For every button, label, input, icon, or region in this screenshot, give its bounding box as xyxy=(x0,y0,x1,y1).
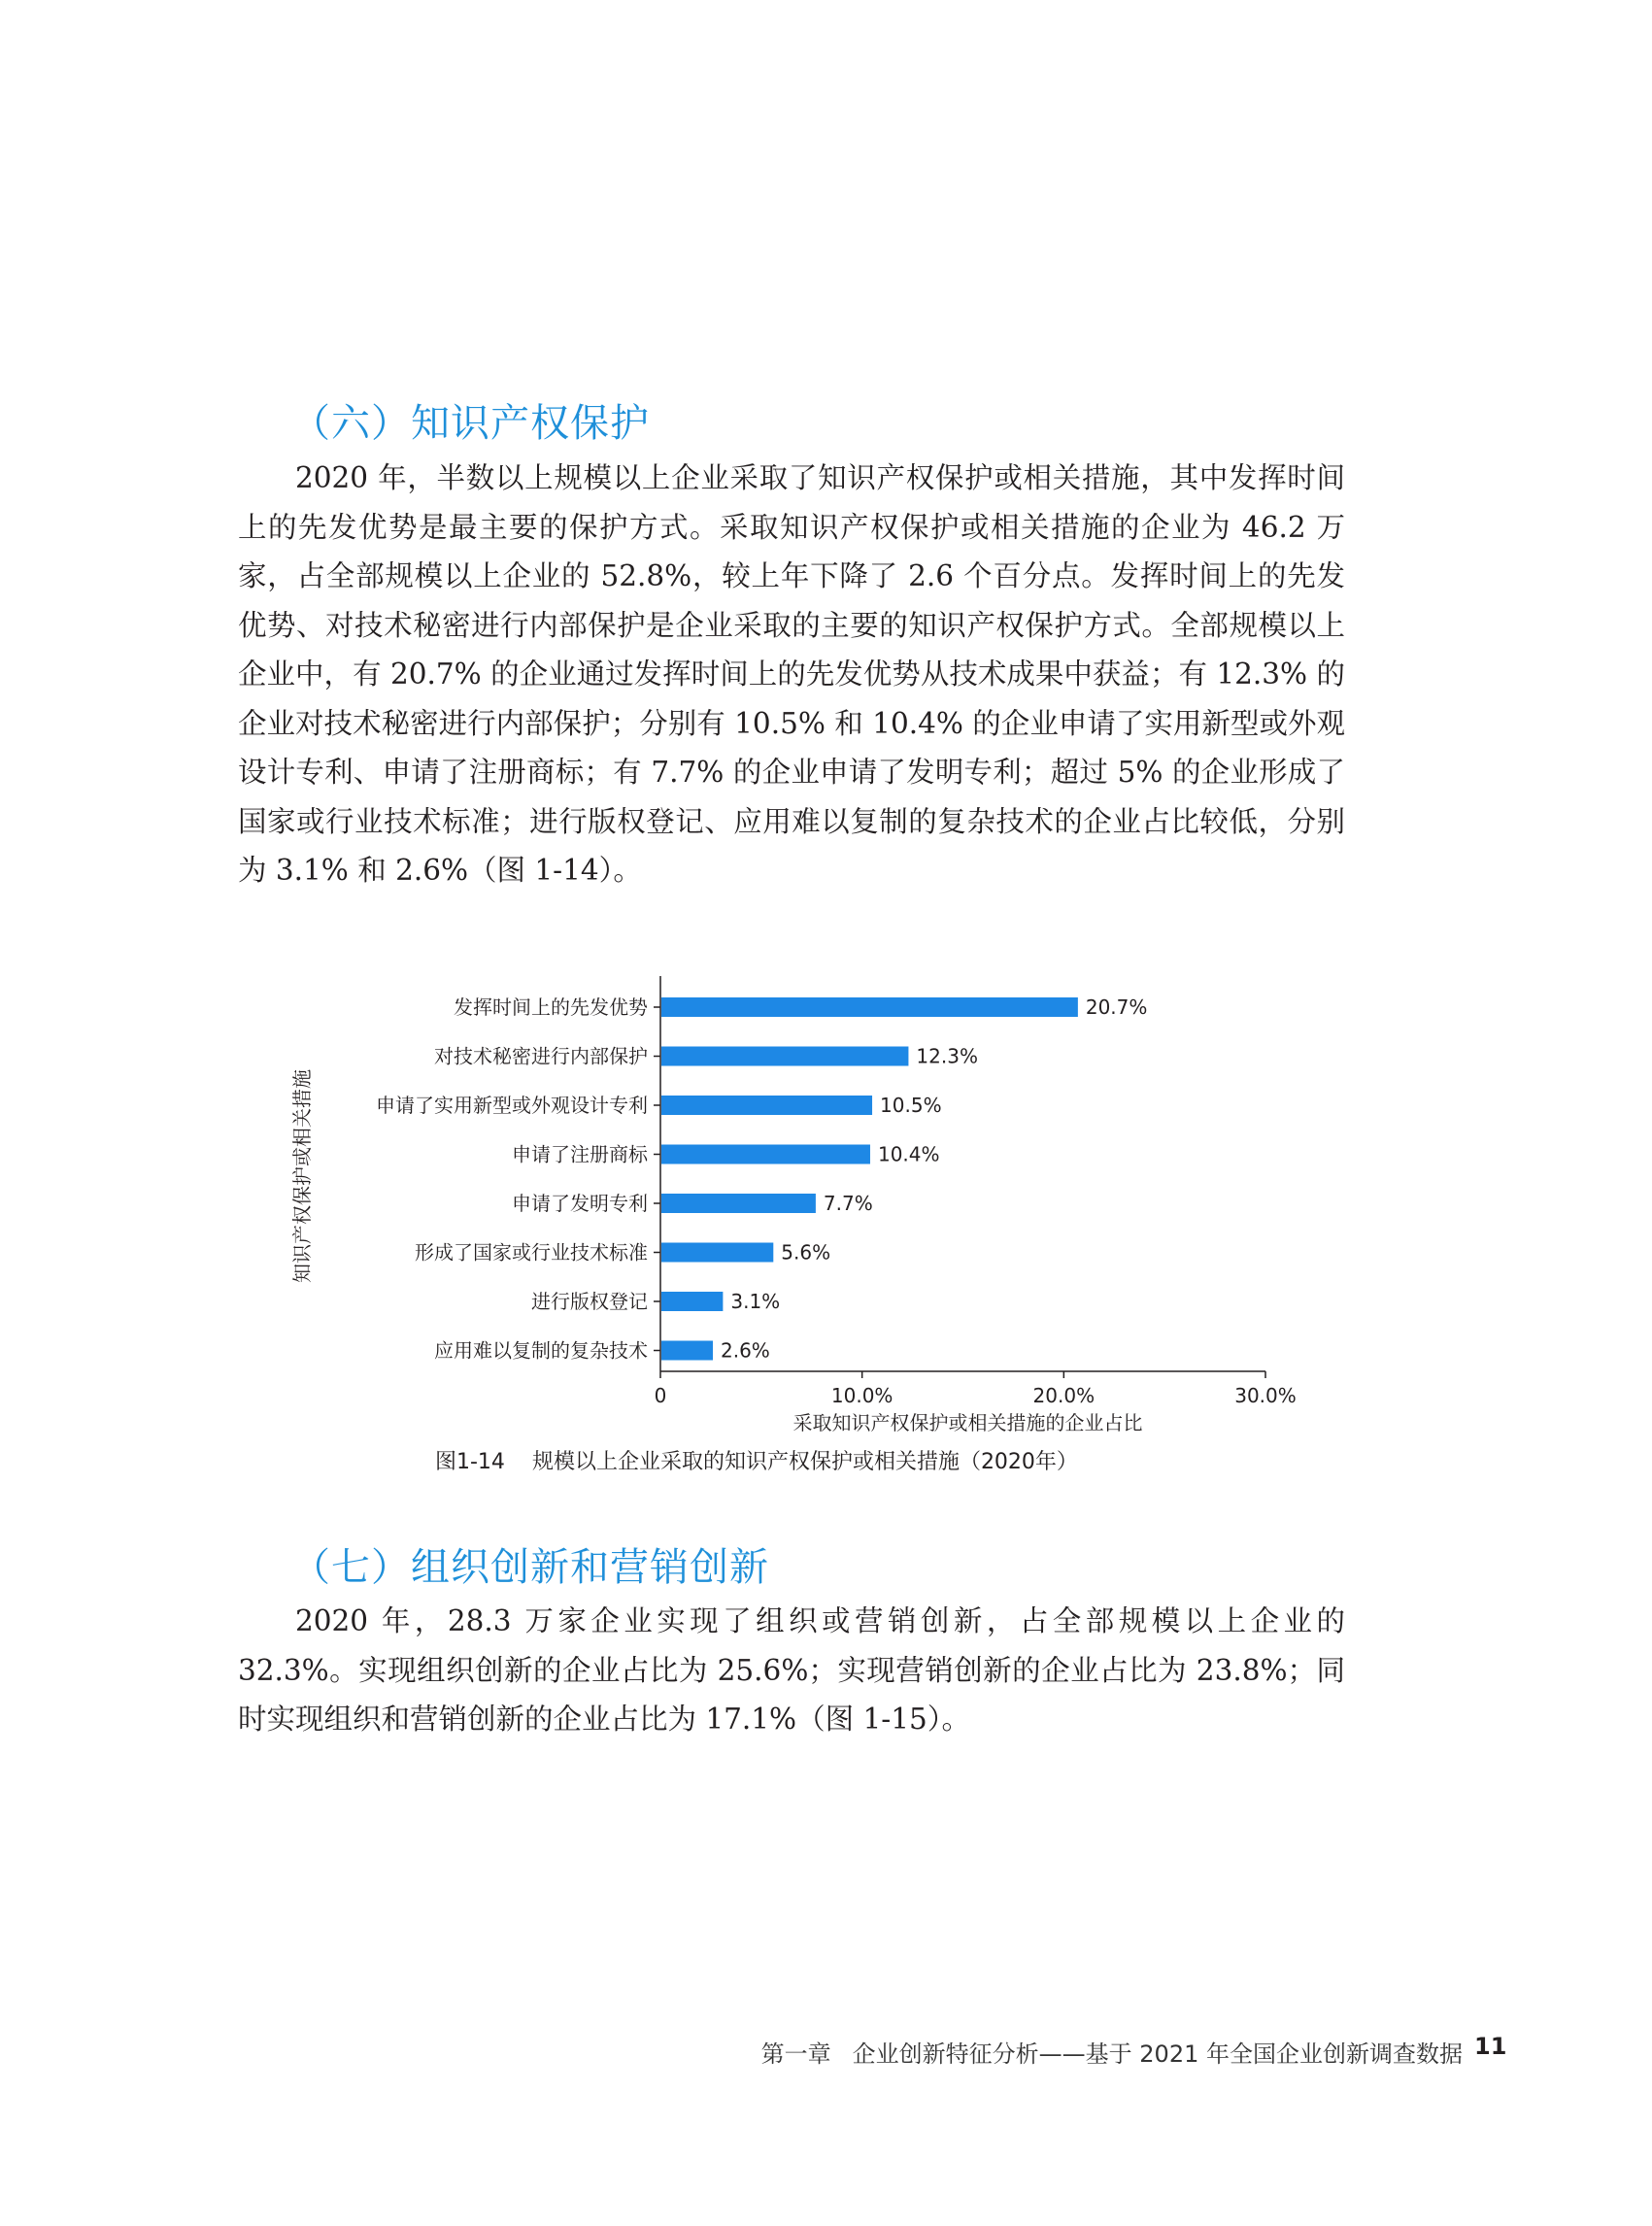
category-label: 形成了国家或行业技术标准 xyxy=(415,1240,648,1265)
x-tick-label: 30.0% xyxy=(1234,1384,1297,1407)
category-label: 应用难以复制的复杂技术 xyxy=(434,1338,648,1363)
section-7-paragraph: 2020 年，28.3 万家企业实现了组织或营销创新，占全部规模以上企业的 32.3%。实现组织创新的企业占比为 25.6%；实现营销创新的企业占比为 23.8%；同时实现组织和营销创新的企业占比为 17.1%（图 1-15）。 xyxy=(238,1604,1345,1736)
bar xyxy=(661,1047,908,1066)
category-label: 对技术秘密进行内部保护 xyxy=(434,1044,648,1068)
bar xyxy=(661,1243,773,1263)
category-label: 申请了注册商标 xyxy=(512,1142,648,1166)
category-label: 申请了发明专利 xyxy=(512,1192,648,1215)
section-7-heading: （七）组织创新和营销创新 xyxy=(291,1545,769,1590)
section-6-heading: （六）知识产权保护 xyxy=(291,401,650,446)
footer-title: 企业创新特征分析——基于 2021 年全国企业创新调查数据 xyxy=(852,2040,1463,2068)
bar xyxy=(661,1145,870,1164)
bar-value-label: 10.5% xyxy=(880,1094,942,1117)
bar-value-label: 7.7% xyxy=(823,1192,873,1215)
bar-value-label: 10.4% xyxy=(877,1142,940,1166)
page-number: 11 xyxy=(1474,2033,1507,2060)
x-tick-label: 20.0% xyxy=(1032,1384,1096,1407)
bar xyxy=(661,1292,723,1311)
category-label: 进行版权登记 xyxy=(531,1290,648,1313)
bar xyxy=(661,997,1078,1017)
y-axis-title: 知识产权保护或相关措施 xyxy=(290,1069,314,1283)
category-label: 申请了实用新型或外观设计专利 xyxy=(376,1094,648,1117)
x-tick-label: 10.0% xyxy=(830,1384,893,1407)
x-tick-label: 0 xyxy=(654,1384,667,1407)
figure-caption xyxy=(435,1445,1154,1475)
bar-value-label: 3.1% xyxy=(730,1290,781,1313)
bar-value-label: 5.6% xyxy=(781,1240,831,1265)
bar xyxy=(661,1341,713,1361)
page-footer xyxy=(761,2035,1463,2069)
bar-value-label: 2.6% xyxy=(720,1338,770,1363)
bar-value-label: 12.3% xyxy=(916,1044,978,1068)
bar xyxy=(661,1096,872,1115)
x-axis-title: 采取知识产权保护或相关措施的企业占比 xyxy=(792,1411,1143,1434)
section-6-paragraph: 2020 年，半数以上规模以上企业采取了知识产权保护或相关措施，其中发挥时间上的先发优势是最主要的保护方式。采取知识产权保护或相关措施的企业为 46.2 万家，占全部规模以上企业的 52.8%，较上年下降了 2.6 个百分点。发挥时间上的先发优势、对技术秘密进行内部保护是企业采取的主要的知识产权保护方式。全部规模以上企业中，有 20.7% 的企业通过发挥时间上的先发优势从技术成果中获益；有 12.3% 的企业对技术秘密进行内部保护；分别有 10.5% 和 10.4% 的企业申请了实用新型或外观设计专利、申请了注册商标；有 7.7% 的企业申请了发明专利；超过 5% 的企业形成了国家或行业技术标准；进行版权登记、应用难以复制的复杂技术的企业占比较低，分别为 3.1% 和 2.6%（图 1-14）。 xyxy=(238,461,1345,887)
category-label: 发挥时间上的先发优势 xyxy=(454,995,648,1019)
bar xyxy=(661,1194,816,1213)
footer-chapter: 第一章 xyxy=(760,2040,831,2068)
figure-number: 图1-14 xyxy=(435,1450,505,1474)
figure-title: 规模以上企业采取的知识产权保护或相关措施（2020年） xyxy=(531,1450,1078,1474)
bar-value-label: 20.7% xyxy=(1085,995,1148,1019)
